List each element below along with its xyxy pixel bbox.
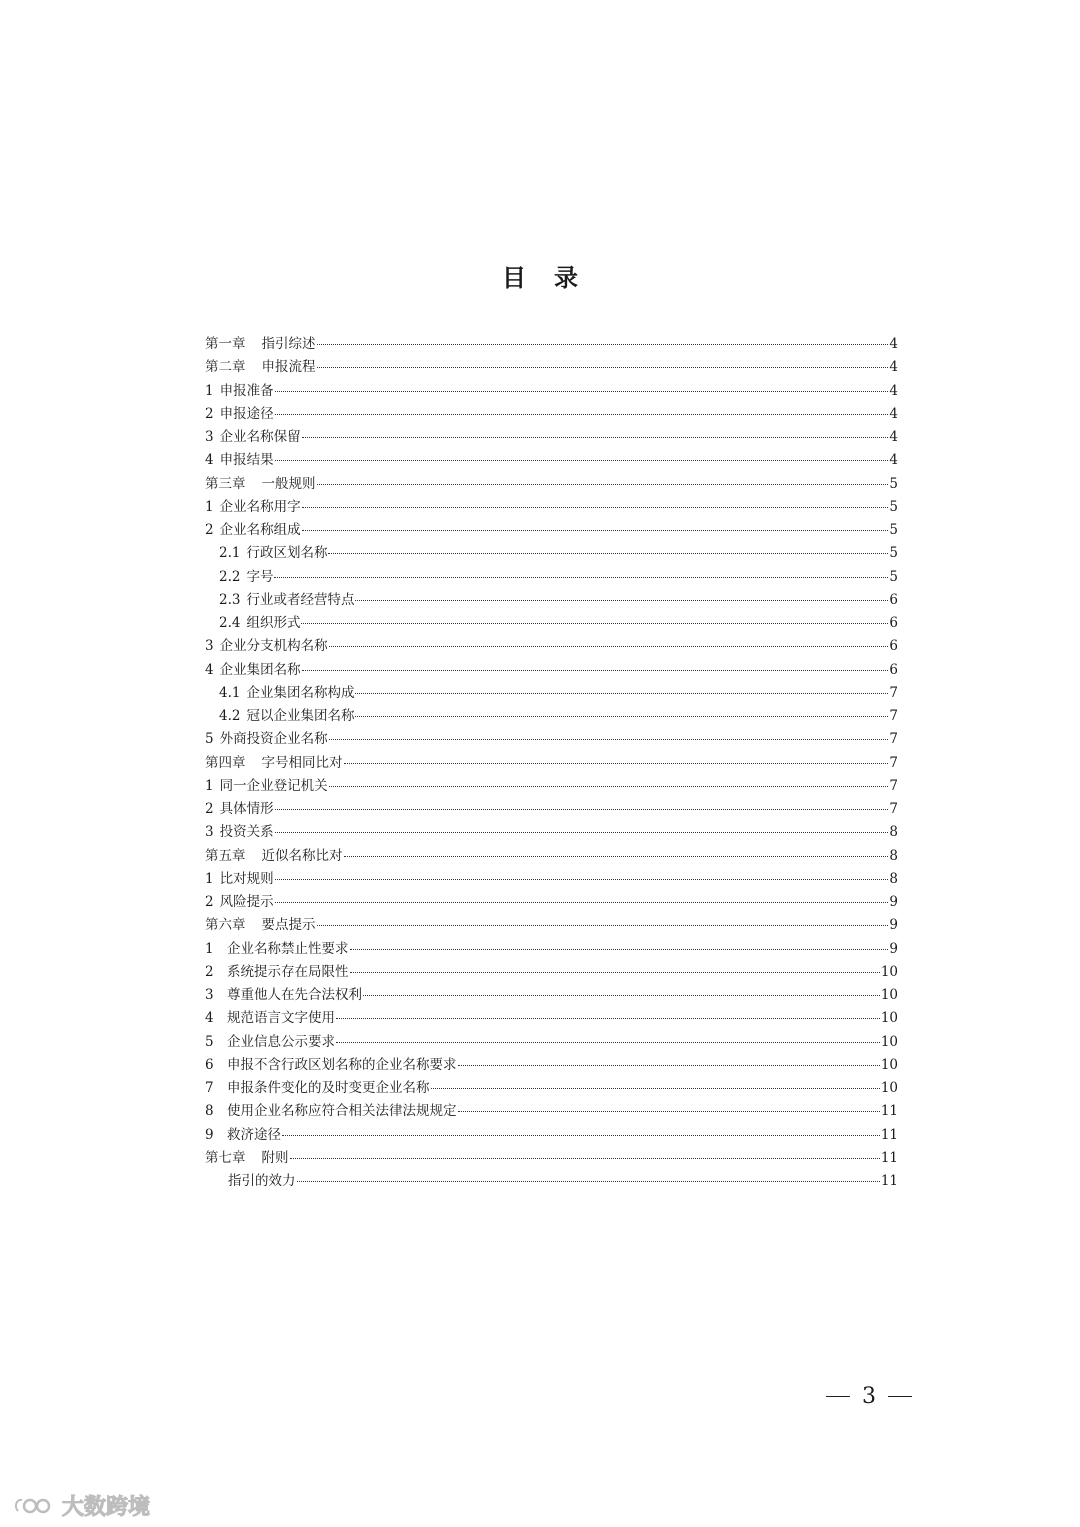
toc-leader-dots: [317, 344, 889, 345]
toc-entry-number: 2: [205, 522, 214, 538]
toc-entry-title: 外商投资企业名称: [219, 731, 328, 748]
toc-entry-page: 4: [889, 336, 898, 352]
toc-entry[interactable]: [205, 891, 898, 914]
toc-entry[interactable]: [205, 1124, 898, 1147]
toc-entry[interactable]: [205, 845, 898, 868]
toc-entry-number: 1: [205, 870, 214, 887]
toc-entry-title: 组织形式: [246, 615, 301, 631]
toc-entry-title: 申报准备: [219, 382, 274, 399]
toc-entry-page: 6: [889, 615, 898, 631]
watermark: [12, 1490, 150, 1521]
toc-entry-page: 5: [889, 545, 898, 562]
toc-entry-number: 第六章: [205, 917, 246, 934]
toc-leader-dots: [431, 1088, 880, 1089]
toc-entry[interactable]: [205, 589, 898, 612]
toc-entry-page: 11: [880, 1173, 898, 1189]
toc-leader-dots: [275, 832, 889, 833]
toc-entry-page: 11: [880, 1149, 898, 1166]
toc-entry-title: 要点提示: [261, 917, 316, 934]
toc-entry-page: 4: [889, 429, 898, 445]
toc-entry[interactable]: [205, 519, 898, 542]
toc-entry-page: 7: [889, 777, 898, 794]
toc-entry-title: 比对规则: [219, 870, 274, 887]
toc-entry-title: 系统提示存在局限性: [227, 963, 349, 980]
toc-entry-page: 5: [889, 568, 898, 585]
toc-entry-page: 7: [889, 801, 898, 817]
toc-entry[interactable]: [205, 659, 898, 682]
toc-entry-number: 7: [205, 1080, 214, 1096]
toc-leader-dots: [328, 553, 888, 554]
toc-entry[interactable]: [205, 473, 898, 496]
toc-entry-number: 2: [205, 963, 214, 980]
toc-entry-title: 行政区划名称: [246, 545, 328, 562]
dashu-logo-icon: [12, 1495, 56, 1517]
toc-entry-page: 10: [880, 1033, 898, 1050]
toc-entry[interactable]: [205, 914, 898, 937]
toc-entry-number: 2.1: [219, 545, 241, 562]
page-number-dash-left: [826, 1396, 850, 1397]
toc-entry-page: 4: [889, 405, 898, 422]
toc-leader-dots: [301, 623, 888, 624]
toc-entry-title: 申报条件变化的及时变更企业名称: [227, 1080, 430, 1096]
toc-entry-number: 第一章: [205, 336, 246, 352]
table-of-contents: [205, 333, 898, 1193]
toc-entry-number: 2.3: [219, 591, 241, 608]
page-number: [826, 1384, 912, 1409]
toc-entry[interactable]: [205, 612, 898, 635]
toc-leader-dots: [363, 995, 880, 996]
toc-entry[interactable]: [205, 426, 898, 449]
title-char-2: 录: [554, 264, 578, 292]
toc-entry-page: 6: [889, 591, 898, 608]
toc-entry-number: 5: [205, 1033, 214, 1050]
toc-entry-number: 2: [205, 405, 214, 422]
toc-leader-dots: [317, 925, 889, 926]
toc-entry-title: 企业分支机构名称: [219, 638, 328, 655]
toc-leader-dots: [302, 507, 889, 508]
toc-leader-dots: [350, 972, 880, 973]
toc-entry[interactable]: [205, 984, 898, 1007]
toc-leader-dots: [275, 879, 889, 880]
toc-entry-title: 投资关系: [219, 824, 274, 841]
toc-entry-page: 11: [880, 1103, 898, 1120]
toc-entry-number: 3: [205, 638, 214, 655]
toc-entry-page: 10: [880, 1080, 898, 1096]
toc-entry[interactable]: [205, 868, 898, 891]
toc-entry[interactable]: [205, 728, 898, 751]
toc-leader-dots: [355, 600, 888, 601]
toc-entry-page: 7: [889, 708, 898, 724]
toc-entry-page: 6: [889, 661, 898, 678]
toc-entry-number: 3: [205, 824, 214, 841]
toc-entry[interactable]: [205, 961, 898, 984]
toc-entry-title: 附则: [261, 1149, 289, 1166]
toc-entry-title: 企业集团名称: [219, 661, 301, 678]
toc-entry-number: 第二章: [205, 359, 246, 376]
toc-leader-dots: [344, 763, 889, 764]
toc-entry-page: 5: [889, 475, 898, 492]
toc-entry[interactable]: [205, 356, 898, 379]
toc-entry-page: 7: [889, 731, 898, 748]
toc-entry-number: 第七章: [205, 1149, 246, 1166]
toc-entry[interactable]: [205, 333, 898, 356]
toc-entry[interactable]: [205, 403, 898, 426]
page-title: [0, 258, 1080, 293]
toc-entry-page: 7: [889, 754, 898, 771]
toc-entry[interactable]: [205, 752, 898, 775]
toc-entry[interactable]: [205, 635, 898, 658]
toc-entry-title: 申报不含行政区划名称的企业名称要求: [227, 1056, 457, 1073]
toc-entry-title: 使用企业名称应符合相关法律法规规定: [227, 1103, 457, 1120]
toc-entry-number: 1: [205, 498, 214, 515]
toc-leader-dots: [329, 646, 889, 647]
toc-entry-number: 6: [205, 1056, 214, 1073]
toc-entry-number: 9: [205, 1126, 214, 1143]
toc-entry[interactable]: [205, 380, 898, 403]
toc-entry-page: 9: [889, 940, 898, 957]
toc-leader-dots: [458, 1111, 880, 1112]
toc-entry-title: 申报途径: [219, 405, 274, 422]
toc-leader-dots: [329, 739, 889, 740]
toc-entry-title: 同一企业登记机关: [219, 777, 328, 794]
toc-entry-number: 1: [205, 777, 214, 794]
toc-entry-page: 4: [889, 382, 898, 399]
toc-entry-number: 4.2: [219, 708, 241, 724]
toc-entry-title: 字号相同比对: [261, 754, 343, 771]
toc-leader-dots: [275, 809, 889, 810]
title-char-1: 目: [502, 264, 526, 292]
toc-entry-title: 申报流程: [261, 359, 316, 376]
toc-entry-title: 企业名称禁止性要求: [227, 940, 349, 957]
toc-entry-page: 10: [880, 963, 898, 980]
toc-entry-page: 4: [889, 452, 898, 469]
toc-leader-dots: [350, 949, 889, 950]
toc-entry-page: 10: [880, 1056, 898, 1073]
toc-entry[interactable]: [205, 1147, 898, 1170]
toc-entry-page: 5: [889, 522, 898, 538]
toc-entry-number: 8: [205, 1103, 214, 1120]
toc-leader-dots: [302, 670, 889, 671]
toc-leader-dots: [275, 460, 889, 461]
toc-entry-number: 4.1: [219, 684, 241, 701]
toc-entry[interactable]: [205, 1100, 898, 1123]
toc-leader-dots: [274, 577, 888, 578]
watermark-text: 大数跨境: [62, 1495, 151, 1520]
toc-entry-title: 企业名称组成: [219, 522, 301, 538]
toc-leader-dots: [290, 1158, 880, 1159]
toc-entry-title: 一般规则: [261, 475, 316, 492]
toc-entry[interactable]: [205, 566, 898, 589]
toc-entry-page: 4: [889, 359, 898, 376]
toc-entry-title: 企业信息公示要求: [227, 1033, 335, 1050]
toc-entry-title: 冠以企业集团名称: [246, 708, 355, 724]
page-number-dash-right: [888, 1396, 912, 1397]
toc-leader-dots: [297, 1181, 880, 1182]
toc-leader-dots: [329, 786, 889, 787]
toc-leader-dots: [282, 1135, 880, 1136]
toc-entry-number: 5: [205, 731, 214, 748]
toc-entry-page: 8: [889, 824, 898, 841]
toc-leader-dots: [336, 1018, 880, 1019]
toc-entry-title: 指引综述: [261, 336, 316, 352]
toc-entry-number: 2: [205, 801, 214, 817]
toc-leader-dots: [336, 1042, 880, 1043]
toc-entry[interactable]: [205, 682, 898, 705]
toc-entry[interactable]: [205, 705, 898, 728]
toc-leader-dots: [275, 414, 889, 415]
toc-entry-title: 规范语言文字使用: [227, 1010, 335, 1027]
toc-leader-dots: [355, 716, 888, 717]
toc-entry[interactable]: [205, 1007, 898, 1030]
toc-entry[interactable]: [205, 449, 898, 472]
toc-entry-number: 4: [205, 452, 214, 469]
page-number-value: 3: [862, 1384, 876, 1409]
toc-entry-page: 11: [880, 1126, 898, 1143]
toc-entry-page: 6: [889, 638, 898, 655]
toc-entry-page: 10: [880, 987, 898, 1003]
toc-entry-page: 7: [889, 684, 898, 701]
toc-entry-title: 企业名称保留: [219, 429, 301, 445]
toc-leader-dots: [302, 437, 889, 438]
toc-entry-number: 第五章: [205, 847, 246, 864]
toc-leader-dots: [355, 693, 888, 694]
toc-entry-title: 申报结果: [219, 452, 274, 469]
toc-entry-title: 风险提示: [219, 894, 274, 910]
toc-entry[interactable]: [205, 1077, 898, 1100]
toc-entry-number: 3: [205, 987, 214, 1003]
toc-entry-number: 2.4: [219, 615, 241, 631]
toc-entry-number: 3: [205, 429, 214, 445]
toc-entry-number: 2: [205, 894, 214, 910]
toc-leader-dots: [317, 367, 889, 368]
toc-entry-number: 1: [205, 940, 214, 957]
toc-entry-title: 企业名称用字: [219, 498, 301, 515]
toc-entry-number: 第三章: [205, 475, 246, 492]
toc-entry-title: 具体情形: [219, 801, 274, 817]
toc-leader-dots: [275, 391, 889, 392]
toc-entry[interactable]: [205, 775, 898, 798]
toc-entry-page: 8: [889, 870, 898, 887]
toc-entry-title: 行业或者经营特点: [246, 591, 355, 608]
toc-entry-title: 近似名称比对: [261, 847, 343, 864]
toc-entry[interactable]: [205, 821, 898, 844]
toc-entry-page: 8: [889, 847, 898, 864]
toc-leader-dots: [317, 484, 889, 485]
toc-entry-number: 4: [205, 1010, 214, 1027]
toc-entry-page: 10: [880, 1010, 898, 1027]
toc-entry[interactable]: [205, 1170, 898, 1193]
toc-entry-number: 4: [205, 661, 214, 678]
toc-leader-dots: [458, 1065, 880, 1066]
toc-entry[interactable]: [205, 496, 898, 519]
toc-entry[interactable]: [205, 542, 898, 565]
toc-entry-page: 9: [889, 917, 898, 934]
toc-entry[interactable]: [205, 938, 898, 961]
toc-entry-title: 救济途径: [227, 1126, 281, 1143]
toc-leader-dots: [302, 530, 889, 531]
toc-entry-title: 企业集团名称构成: [246, 684, 355, 701]
toc-entry-title: 字号: [246, 568, 274, 585]
toc-leader-dots: [275, 902, 889, 903]
toc-entry[interactable]: [205, 1031, 898, 1054]
toc-leader-dots: [344, 856, 889, 857]
toc-entry[interactable]: [205, 798, 898, 821]
toc-entry-number: 1: [205, 382, 214, 399]
toc-entry-title: 指引的效力: [228, 1173, 296, 1189]
toc-entry-number: 第四章: [205, 754, 246, 771]
toc-entry-number: 2.2: [219, 568, 241, 585]
toc-entry-page: 9: [889, 894, 898, 910]
toc-entry[interactable]: [205, 1054, 898, 1077]
toc-entry-title: 尊重他人在先合法权利: [227, 987, 362, 1003]
toc-entry-page: 5: [889, 498, 898, 515]
